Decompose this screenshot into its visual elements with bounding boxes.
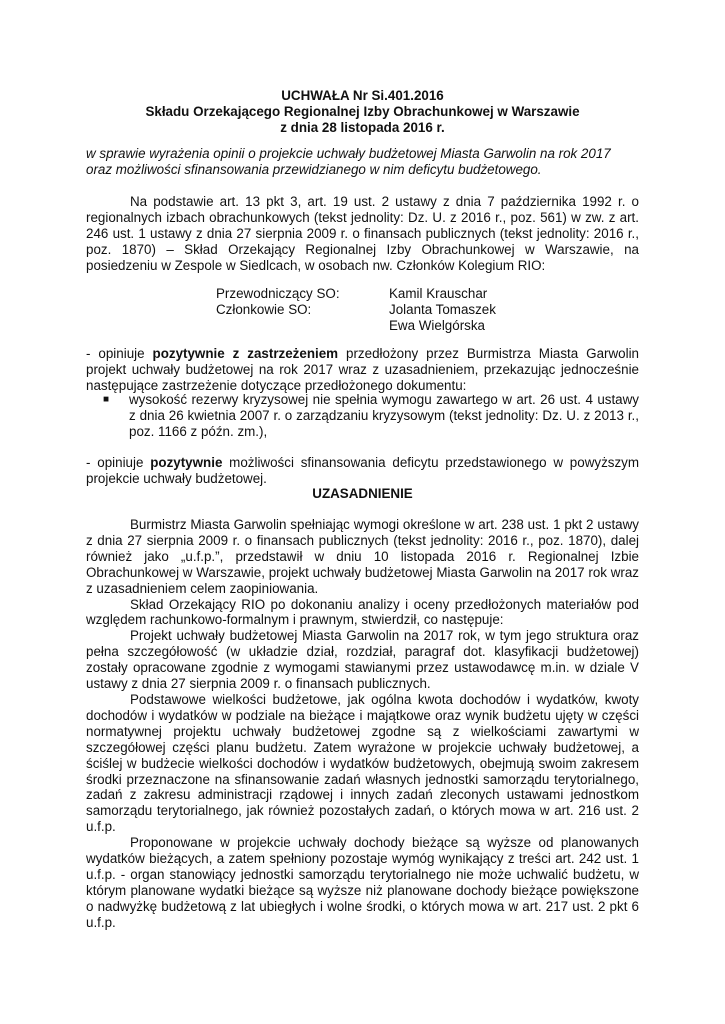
reservation-text: wysokość rezerwy kryzysowej nie spełnia wymogu zawartego w art. 26 ust. 4 ustawy z dnia 26 kwietnia 2007 r. o zarządzaniu kryzysowym (tekst jednolity: Dz. U. z 2013 r., poz. 1166 z późn. zm.), — [129, 392, 639, 439]
justification-body — [86, 517, 639, 931]
preamble-paragraph: Na podstawie art. 13 pkt 3, art. 19 ust. 2 ustawy z dnia 7 października 1992 r. o regionalnych izbach obrachunkowych (tekst jednolity: Dz. U. z 2016 r., poz. 561) w zw. z art. 246 ust. 1 ustawy z dnia 27 sierpnia 2009 r. o finansach publicznych (tekst jednolity: 2016 r., poz. 1870) – Skład Orzekający Regionalnej Izby Obrachunkowej w Warszawie, na posiedzeniu w Zespole w Siedlcach, w osobach nw. Członków Kolegium RIO: — [86, 194, 639, 273]
panel-members — [216, 286, 636, 334]
justification-paragraph: Podstawowe wielkości budżetowe, jak ogólna kwota dochodów i wydatków, kwoty dochodów i wydatków w podziale na bieżące i majątkowe oraz wynik budżetu ujęty w części normatywnej projektu uchwały budżetowej zgodne są z wielkościami zawartymi w szczegółowej części planu budżetu. Zatem wyrażone w projekcie uchwały budżetowej, a ściślej w budżecie wielkości dochodów i wydatków budżetowych, obejmują swoim zakresem środki przeznaczone na sfinansowanie zadań własnych jednostki samorządu terytorialnego, zadań z zakresu administracji rządowej i innych zadań zleconych ustawami jednostkom samorządu terytorialnego, jak również pozostałych zadań, o których mowa w art. 216 ust. 2 u.f.p. — [86, 691, 639, 835]
chair-role-label: Przewodniczący SO: — [216, 286, 340, 301]
justification-paragraph: Burmistrz Miasta Garwolin spełniając wymogi określone w art. 238 ust. 1 pkt 2 ustawy z dnia 27 sierpnia 2009 r. o finansach publicznych (tekst jednolity: 2016 r., poz. 1870), dalej również jako „u.f.p.”, przedstawił w dniu 10 listopada 2016 r. Regionalnej Izbie Obrachunkowej w Warszawie, projekt uchwały budżetowej Miasta Garwolin na 2017 rok wraz z uzasadnieniem celem zaopiniowania. — [86, 517, 639, 596]
resolution-subject: w sprawie wyrażenia opinii o projekcie uchwały budżetowej Miasta Garwolin na rok 2017 oraz możliwości sfinansowania przewidzianego w nim deficytu budżetowego. — [86, 146, 611, 177]
justification-paragraph: Proponowane w projekcie uchwały dochody bieżące są wyższe od planowanych wydatków bieżących, a zatem spełniony pozostaje wymóg wynikający z treści art. 242 ust. 1 u.f.p. - organ stanowiący jednostki samorządu terytorialnego nie może uchwalić budżetu, w którym planowane wydatki bieżące są wyższe niż planowane dochody bieżące powiększone o nadwyżkę budżetową z lat ubiegłych i wolne środki, o których mowa w art. 217 ust. 2 pkt 6 u.f.p. — [86, 835, 639, 930]
opinion-paragraph-2 — [86, 455, 639, 487]
square-bullet-icon: ■ — [103, 394, 110, 405]
member-name: Jolanta Tomaszek — [389, 301, 496, 317]
opinion-verdict: pozytywnie z zastrzeżeniem — [152, 346, 339, 361]
justification-heading: UZASADNIENIE — [312, 486, 413, 501]
opinion-text: możliwości sfinansowania deficytu przedstawionego w powyższym projekcie uchwały budżetowej. — [86, 455, 640, 486]
resolution-date: z dnia 28 listopada 2016 r. — [280, 119, 445, 135]
reservation-bullet — [103, 392, 639, 440]
resolution-header — [86, 88, 639, 136]
justification-paragraph: Skład Orzekający RIO po dokonaniu analizy i oceny przedłożonych materiałów pod względem rachunkowo-formalnym i prawnym, stwierdził, co następuje: — [86, 596, 639, 628]
opinion-verdict: pozytywnie — [150, 455, 223, 470]
opinion-text: przedłożony przez Burmistrza Miasta Garwolin projekt uchwały budżetowej na rok 2017 wraz z uzasadnieniem, przekazując jednocześnie następujące zastrzeżenie dotyczące przedłożonego dokumentu: — [86, 346, 640, 393]
issuing-body: Składu Orzekającego Regionalnej Izby Obrachunkowej w Warszawie — [145, 103, 580, 119]
opinion-paragraph-1 — [86, 346, 639, 394]
chair-name: Kamil Krauschar — [389, 286, 488, 301]
resolution-number: UCHWAŁA Nr Si.401.2016 — [281, 88, 444, 103]
justification-paragraph: Projekt uchwały budżetowej Miasta Garwolin na 2017 rok, w tym jego struktura oraz pełna szczegółowość (w układzie dział, rozdział, paragraf dot. klasyfikacji budżetowej) zostały opracowane zgodnie z wymogami stawianymi przez ustawodawcę m.in. w dziale V ustawy z dnia 27 sierpnia 2009 r. o finansach publicznych. — [86, 628, 639, 692]
opinion-prefix: - opiniuje — [86, 346, 153, 361]
members-role-label: Członkowie SO: — [216, 301, 312, 317]
opinion-prefix: - opiniuje — [86, 455, 151, 470]
member-name: Ewa Wielgórska — [389, 317, 485, 333]
